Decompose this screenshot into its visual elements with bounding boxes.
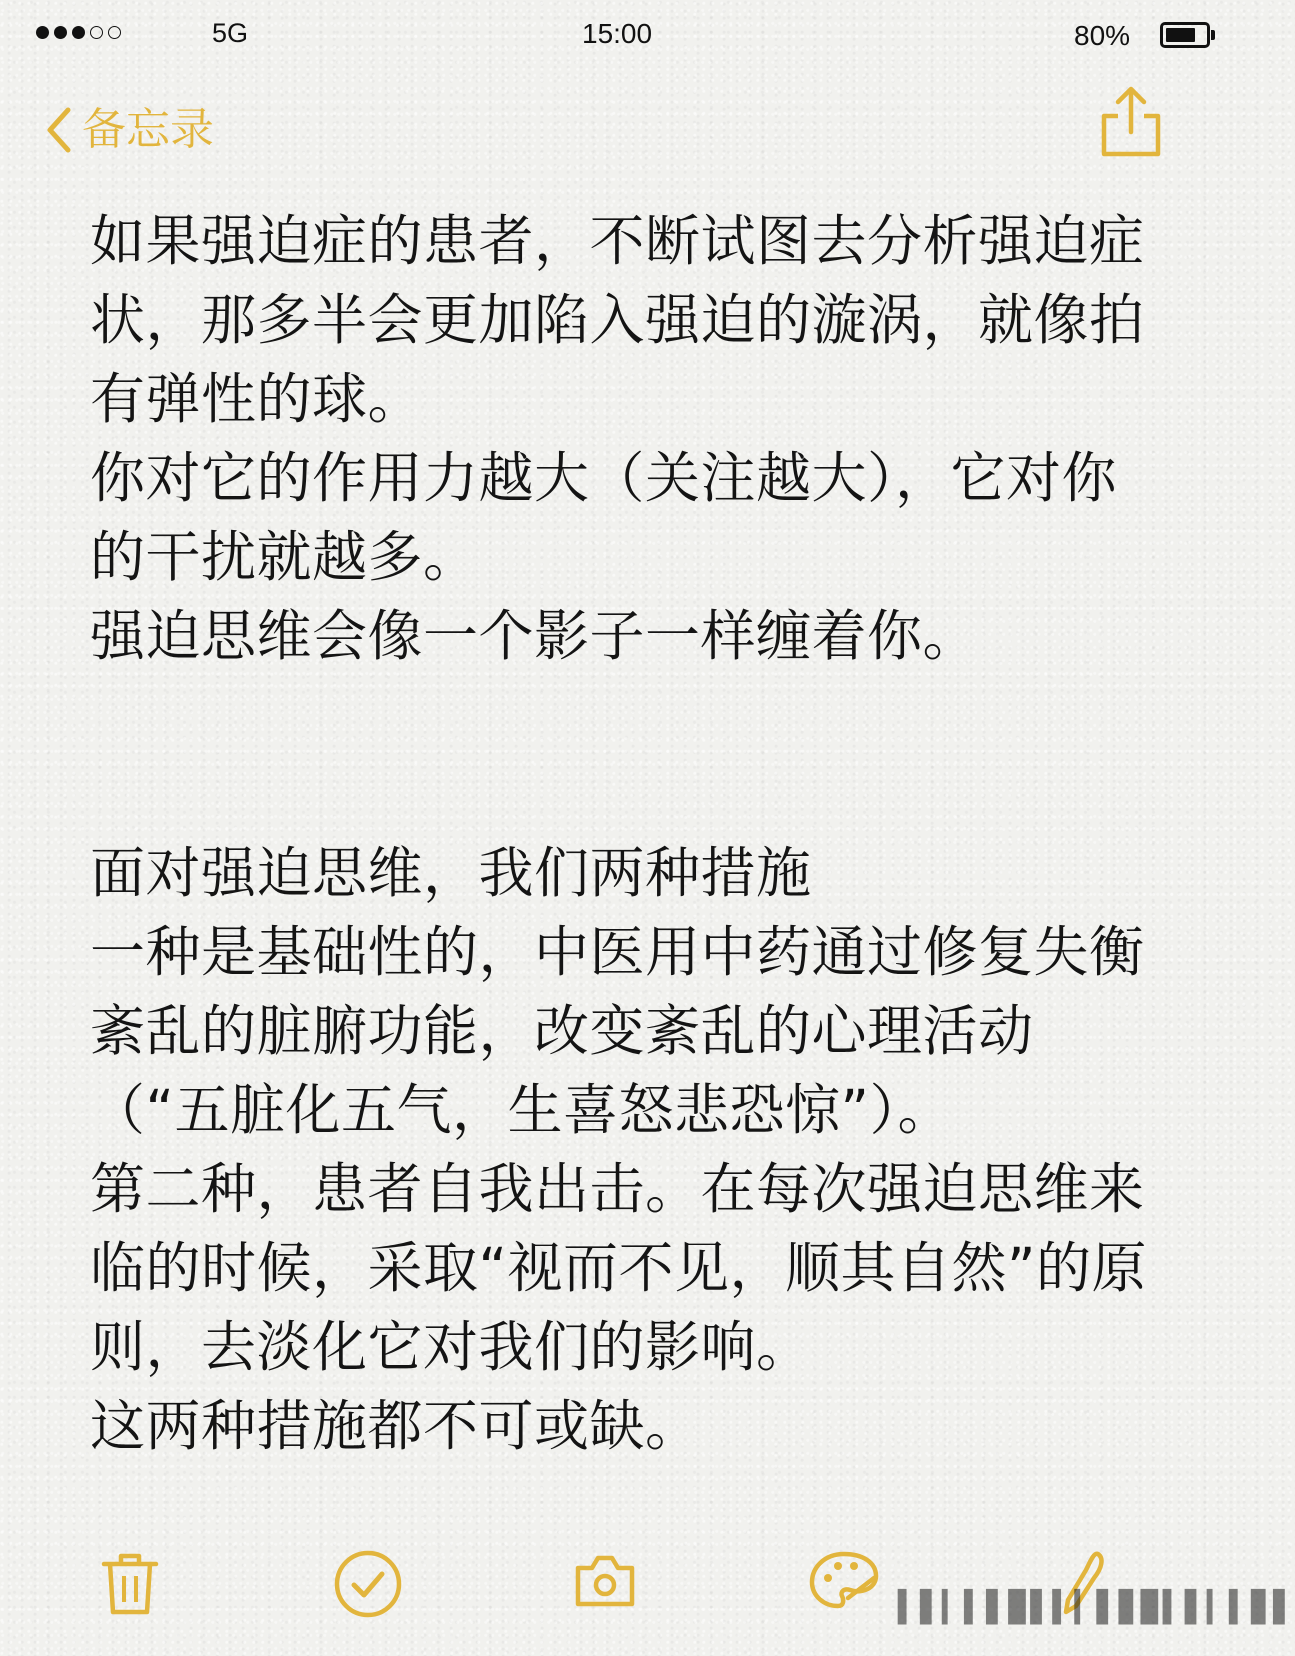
signal-dot [90, 26, 103, 39]
markup-button[interactable] [808, 1548, 880, 1612]
battery-percentage: 80% [1074, 20, 1131, 51]
signal-dot [108, 26, 121, 39]
share-button[interactable] [1096, 84, 1166, 160]
battery-cap [1211, 30, 1215, 40]
share-icon [1096, 145, 1166, 164]
note-paragraph: 如果强迫症的患者，不断试图去分析强迫症状，那多半会更加陷入强迫的漩涡，就像拍有弹性的球。 [90, 209, 1145, 431]
blank-lines [90, 676, 1170, 834]
palette-icon [808, 1548, 880, 1612]
signal-strength-icon [36, 26, 121, 39]
back-button-label: 备忘录 [82, 104, 214, 155]
note-paragraph: 面对强迫思维，我们两种措施 [90, 841, 812, 905]
note-paragraph: 第二种，患者自我出击。在每次强迫思维来临的时候，采取“视而不见，顺其自然”的原则，去淡化它对我们的影响。 [90, 1157, 1147, 1379]
note-paragraph: 一种是基础性的，中医用中药通过修复失衡紊乱的脏腑功能，改变紊乱的心理活动（“五脏化五气，生喜怒悲恐惊”）。 [90, 920, 1145, 1142]
trash-icon [100, 1548, 160, 1618]
watermark-barcode: ▍▌▎▍▌▊▌▍▎▌▋▊▍▌▎▍▋▌ [898, 1590, 1295, 1625]
checklist-icon [332, 1548, 404, 1620]
status-bar [0, 0, 1242, 70]
battery-icon [1160, 22, 1210, 48]
checklist-button[interactable] [332, 1548, 404, 1620]
delete-button[interactable] [100, 1548, 160, 1618]
note-paragraph: 这两种措施都不可或缺。 [90, 1394, 701, 1458]
signal-dot [54, 26, 67, 39]
note-paragraph: 你对它的作用力越大（关注越大），它对你的干扰就越多。 [90, 446, 1118, 589]
camera-button[interactable] [574, 1548, 636, 1612]
battery-level-fill [1166, 28, 1195, 42]
camera-icon [574, 1548, 636, 1612]
signal-dot [72, 26, 85, 39]
carrier-label: 5G [212, 18, 249, 48]
signal-dot [36, 26, 49, 39]
chevron-left-icon [44, 106, 74, 154]
back-button[interactable] [44, 100, 214, 160]
note-paragraph: 强迫思维会像一个影子一样缠着你。 [90, 604, 979, 668]
note-body[interactable] [90, 202, 1170, 1466]
status-time: 15:00 [582, 18, 653, 49]
